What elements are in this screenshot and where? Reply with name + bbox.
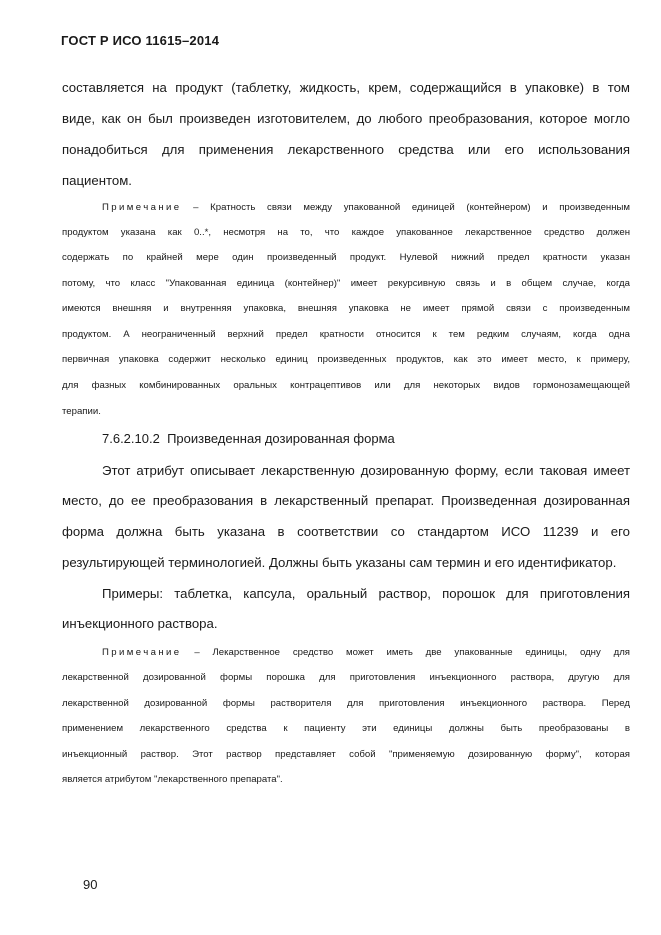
note-line: содержать по крайней мере один произведенный продукт. Нулевой нижний предел кратности указан <box>62 252 630 263</box>
note-line: имеются внешняя и внутренняя упаковка, внешняя упаковка не имеет прямой связи с произведенным <box>62 303 630 314</box>
paragraph-line: понадобиться для применения лекарственного средства или его использования <box>62 142 630 157</box>
note-line: лекарственной дозированной формы порошка для приготовления инъекционного раствора, другую для <box>62 672 630 683</box>
paragraph-line: виде, как он был произведен изготовителем, до любого преобразования, которое могло <box>62 111 630 126</box>
note-line: инъекционный раствор. Этот раствор представляет собой "применяемую дозированную форму", которая <box>62 749 630 760</box>
note-line: потому, что класс "Упакованная единица (контейнер)" имеет рекурсивную связь и в общем случае, когда <box>62 278 630 289</box>
paragraph-line: Примеры: таблетка, капсула, оральный раствор, порошок для приготовления <box>102 586 630 601</box>
document-header: ГОСТ Р ИСО 11615–2014 <box>61 33 220 48</box>
paragraph-line: пациентом. <box>62 173 132 188</box>
paragraph-line: составляется на продукт (таблетку, жидкость, крем, содержащийся в упаковке) в том <box>62 80 630 95</box>
paragraph-line: Этот атрибут описывает лекарственную дозированную форму, если таковая имеет <box>102 463 630 478</box>
section-title: Произведенная дозированная форма <box>167 431 395 446</box>
note-line: лекарственной дозированной формы растворителя для приготовления инъекционного раствора. Перед <box>62 698 630 709</box>
section-number: 7.6.2.10.2 <box>102 431 160 446</box>
note-line: является атрибутом "лекарственного препарата". <box>62 774 283 785</box>
paragraph-line: место, до ее преобразования в лекарственный препарат. Произведенная дозированная <box>62 493 630 508</box>
note-line: продуктом. А неограниченный верхний предел кратности относится к тем редким случаям, когда одна <box>62 329 630 340</box>
note-label: Примечание <box>102 647 182 658</box>
note-line <box>102 646 630 660</box>
page-number: 90 <box>83 877 98 892</box>
note-label: Примечание <box>102 202 182 213</box>
note-line: применением лекарственного средства к пациенту эти единицы должны быть преобразованы в <box>62 723 630 734</box>
paragraph-line: результирующей терминологией. Должны быть указаны сам термин и его идентификатор. <box>62 555 617 570</box>
section-heading <box>102 430 395 448</box>
paragraph-line: форма должна быть указана в соответствии со стандартом ИСО 11239 и его <box>62 524 630 539</box>
note-line: терапии. <box>62 406 101 417</box>
note-line: продуктом указана как 0..*, несмотря на то, что каждое упакованное лекарственное средство должен <box>62 227 630 238</box>
note-text: – Кратность связи между упакованной единицей (контейнером) и произведенным <box>181 202 630 213</box>
note-line <box>102 201 630 215</box>
paragraph-line: инъекционного раствора. <box>62 616 218 631</box>
note-line: для фазных комбинированных оральных контрацептивов или для некоторых видов гормонозамещающей <box>62 380 630 391</box>
note-line: первичная упаковка содержит несколько единиц произведенных продуктов, как это имеет место, к примеру, <box>62 354 630 365</box>
note-text: – Лекарственное средство может иметь две упакованные единицы, одну для <box>181 647 630 658</box>
